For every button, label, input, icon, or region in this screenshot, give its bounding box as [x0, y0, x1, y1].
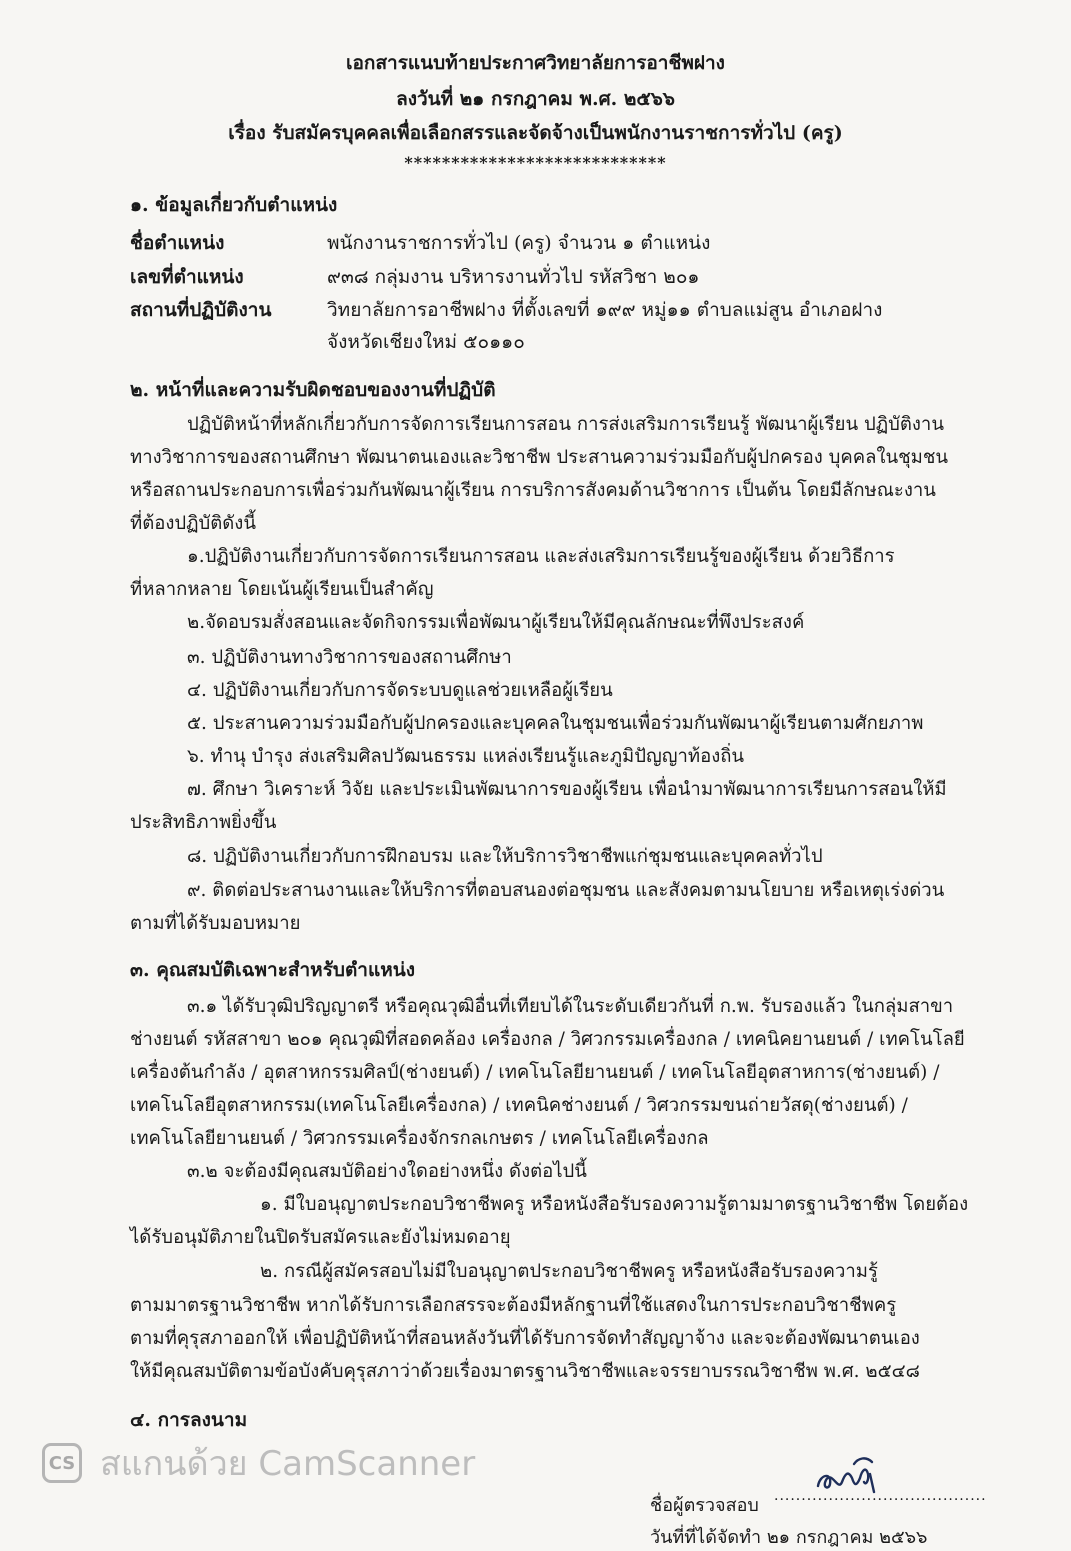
workplace-value-line1: วิทยาลัยการอาชีพฝาง ที่ตั้งเลขที่ ๑๙๙ หมู่๑๑ ตำบลแม่สูน อำเภอฝาง — [327, 299, 883, 321]
header-subject: เรื่อง รับสมัครบุคคลเพื่อเลือกสรรและจัดจ้างเป็นพนักงานราชการทั่วไป (ครู) — [228, 122, 843, 144]
qualification-line: เครื่องต้นกำลัง / อุตสาหกรรมศิลป์(ช่างยนต์) / เทคโนโลยียานยนต์ / เทคโนโลยีอุตสาหการ(ช่างยนต์) / — [130, 1062, 940, 1083]
qualification-line: เทคโนโลยียานยนต์ / วิศวกรรมเครื่องจักรกลเกษตร / เทคโนโลยีเครื่องกล — [130, 1128, 709, 1149]
duty-item-continued: ประสิทธิภาพยิ่งขึ้น — [130, 812, 277, 833]
section2-intro-line: ที่ต้องปฏิบัติดังนี้ — [130, 513, 256, 534]
position-label: ชื่อตำแหน่ง — [130, 232, 225, 254]
duty-item-continued: ที่หลากหลาย โดยเน้นผู้เรียนเป็นสำคัญ — [130, 579, 434, 600]
qualification-line: ช่างยนต์ รหัสสาขา ๒๐๑ คุณวุฒิที่สอดคล้อง เครื่องกล / วิศวกรรมเครื่องกล / เทคนิคยานยนต์ / เทคโนโลยี — [130, 1029, 965, 1050]
header-divider: **************************** — [404, 153, 667, 172]
duty-item: ๖. ทำนุ บำรุง ส่งเสริมศิลปวัฒนธรรม แหล่งเรียนรู้และภูมิปัญญาท้องถิ่น — [187, 746, 745, 767]
header-line-2: ลงวันที่ ๒๑ กรกฎาคม พ.ศ. ๒๕๖๖ — [396, 88, 675, 110]
section2-intro-line: ทางวิชาการของสถานศึกษา พัฒนาตนเองและวิชาชีพ ประสานความร่วมมือกับผู้ปกครอง บุคคลในชุมชน — [130, 447, 949, 468]
section2-intro-line: หรือสถานประกอบการเพื่อร่วมกันพัฒนาผู้เรียน การบริการสังคมด้านวิชาการ เป็นต้น โดยมีลักษณะงาน — [130, 480, 936, 501]
qualification-line: ตามที่คุรุสภาออกให้ เพื่อปฏิบัติหน้าที่สอนหลังวันที่ได้รับการจัดทำสัญญาจ้าง และจะต้องพัฒนาตนเอง — [130, 1328, 920, 1349]
section1-title: ๑. ข้อมูลเกี่ยวกับตำแหน่ง — [130, 194, 338, 216]
qualification-line: ๑. มีใบอนุญาตประกอบวิชาชีพครู หรือหนังสือรับรองความรู้ตามมาตรฐานวิชาชีพ โดยต้อง — [260, 1194, 969, 1215]
duty-item: ๔. ปฏิบัติงานเกี่ยวกับการจัดระบบดูแลช่วยเหลือผู้เรียน — [187, 680, 613, 701]
duty-item: ๒.จัดอบรมสั่งสอนและจัดกิจกรรมเพื่อพัฒนาผู้เรียนให้มีคุณลักษณะที่พึงประสงค์ — [187, 612, 805, 633]
duty-item: ๓. ปฏิบัติงานทางวิชาการของสถานศึกษา — [187, 647, 512, 668]
camscanner-text: สแกนด้วย CamScanner — [100, 1444, 476, 1484]
camscanner-watermark — [42, 1440, 475, 1486]
duty-item: ๘. ปฏิบัติงานเกี่ยวกับการฝึกอบรม และให้บริการวิชาชีพแก่ชุมชนและบุคคลทั่วไป — [187, 846, 823, 867]
checker-label: ชื่อผู้ตรวจสอบ — [650, 1495, 759, 1516]
workplace-label: สถานที่ปฏิบัติงาน — [130, 299, 272, 321]
qualification-line: ๓.๑ ได้รับวุฒิปริญญาตรี หรือคุณวุฒิอื่นที่เทียบได้ในระดับเดียวกันที่ ก.พ. รับรองแล้ว ในกลุ่มสาขา — [187, 996, 954, 1017]
qualification-line: ให้มีคุณสมบัติตามข้อบังคับคุรุสภาว่าด้วยเรื่องมาตรฐานวิชาชีพและจรรยาบรรณวิชาชีพ พ.ศ. ๒๕๔๘ — [130, 1361, 920, 1382]
duty-item: ๕. ประสานความร่วมมือกับผู้ปกครองและบุคคลในชุมชนเพื่อร่วมกันพัฒนาผู้เรียนตามศักยภาพ — [187, 713, 924, 734]
position-number-label: เลขที่ตำแหน่ง — [130, 266, 244, 288]
position-value: พนักงานราชการทั่วไป (ครู) จำนวน ๑ ตำแหน่ง — [327, 232, 711, 254]
qualification-line: ๒. กรณีผู้สมัครสอบไม่มีใบอนุญาตประกอบวิชาชีพครู หรือหนังสือรับรองความรู้ — [260, 1261, 878, 1282]
qualification-line: ได้รับอนุมัติภายในปิดรับสมัครและยังไม่หมดอายุ — [130, 1227, 511, 1248]
header-line-1: เอกสารแนบท้ายประกาศวิทยาลัยการอาชีพฝาง — [346, 52, 725, 74]
duty-item: ๙. ติดต่อประสานงานและให้บริการที่ตอบสนองต่อชุมชน และสังคมตามนโยบาย หรือเหตุเร่งด่วน — [187, 880, 945, 901]
position-number-value: ๙๓๘ กลุ่มงาน บริหารงานทั่วไป รหัสวิชา ๒๐๑ — [327, 266, 700, 288]
section2-intro-line: ปฏิบัติหน้าที่หลักเกี่ยวกับการจัดการเรียนการสอน การส่งเสริมการเรียนรู้ พัฒนาผู้เรียน ปฏิบัติงาน — [187, 414, 944, 435]
signature-dots: ....................................... — [774, 1488, 987, 1504]
duty-item: ๗. ศึกษา วิเคราะห์ วิจัย และประเมินพัฒนาการของผู้เรียน เพื่อนำมาพัฒนาการเรียนการสอนให้มี — [187, 779, 947, 800]
workplace-value-line2: จังหวัดเชียงใหม่ ๕๐๑๑๐ — [327, 331, 525, 353]
section2-title: ๒. หน้าที่และความรับผิดชอบของงานที่ปฏิบัติ — [130, 379, 496, 401]
duty-item-continued: ตามที่ได้รับมอบหมาย — [130, 913, 301, 934]
qualification-line: เทคโนโลยีอุตสาหกรรม(เทคโนโลยีเครื่องกล) / เทคนิคช่างยนต์ / วิศวกรรมขนถ่ายวัสดุ(ช่างยนต์) / — [130, 1095, 908, 1116]
qualification-line: ๓.๒ จะต้องมีคุณสมบัติอย่างใดอย่างหนึ่ง ดังต่อไปนี้ — [187, 1161, 587, 1182]
date-prepared: วันที่ที่ได้จัดทำ ๒๑ กรกฎาคม ๒๕๖๖ — [650, 1527, 928, 1548]
qualification-line: ตามมาตรฐานวิชาชีพ หากได้รับการเลือกสรรจะต้องมีหลักฐานที่ใช้แสดงในการประกอบวิชาชีพครู — [130, 1295, 897, 1316]
camscanner-logo-icon: CS — [42, 1443, 82, 1483]
handwritten-signature — [814, 1452, 884, 1496]
section3-title: ๓. คุณสมบัติเฉพาะสำหรับตำแหน่ง — [130, 959, 416, 981]
duty-item: ๑.ปฏิบัติงานเกี่ยวกับการจัดการเรียนการสอน และส่งเสริมการเรียนรู้ของผู้เรียน ด้วยวิธีการ — [187, 546, 895, 567]
section4-title: ๔. การลงนาม — [130, 1409, 248, 1431]
